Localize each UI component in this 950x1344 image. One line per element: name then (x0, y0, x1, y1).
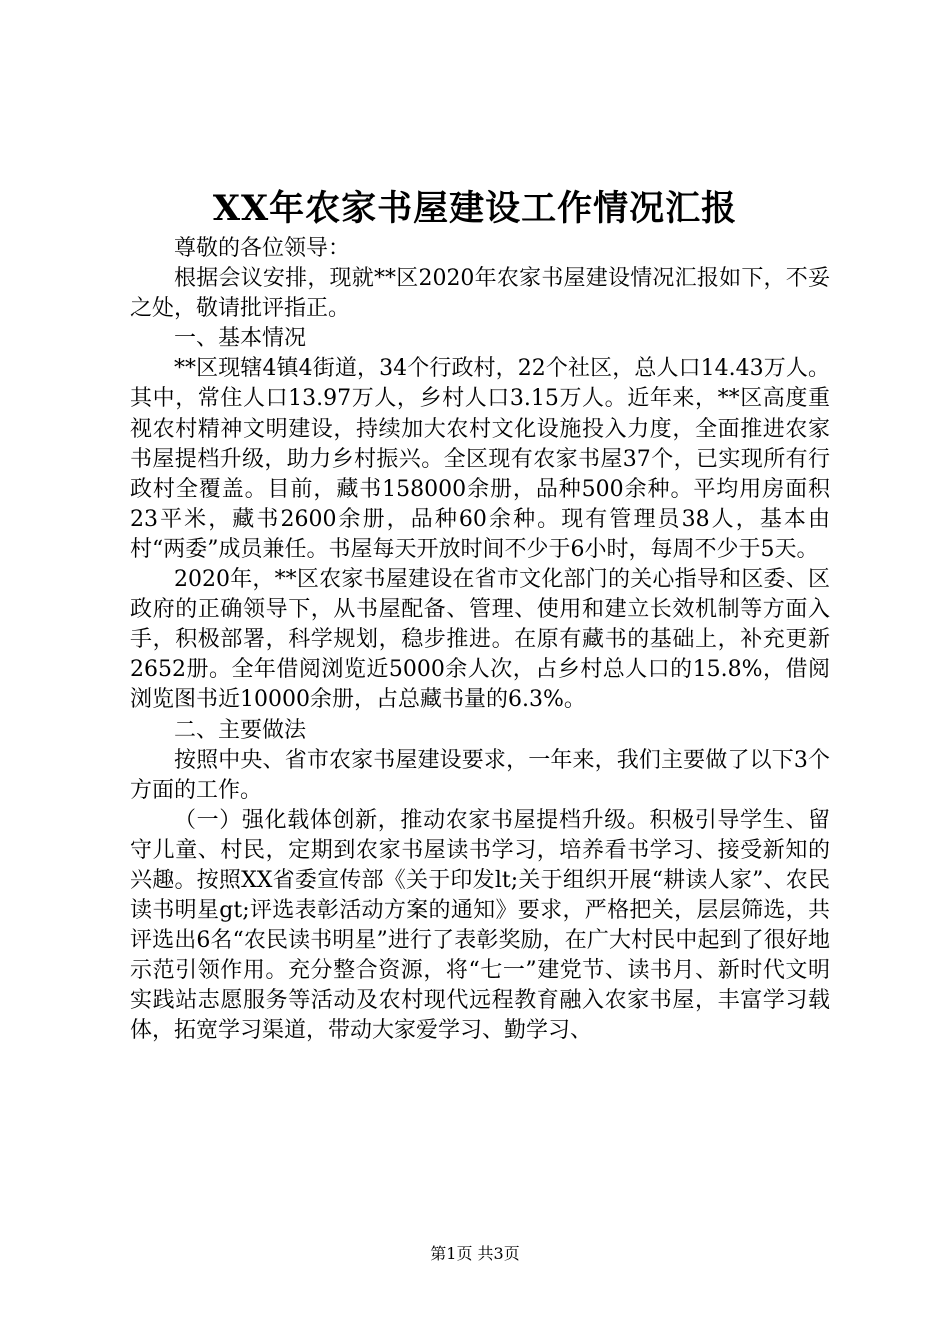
practice-one-paragraph: （一）强化载体创新，推动农家书屋提档升级。积极引导学生、留守儿童、村民，定期到农家书屋读书学习，培养看书学习、接受新知的兴趣。按照XX省委宣传部《关于印发lt;关于组织开展“耕读人家”、农民读书明星gt;评选表彰活动方案的通知》要求，严格把关，层层筛选，共评选出6名“农民读书明星”进行了表彰奖励，在广大村民中起到了很好地示范引领作用。充分整合资源，将“七一”建党节、读书月、新时代文明实践站志愿服务等活动及农村现代远程教育融入农家书屋，丰富学习载体，拓宽学习渠道，带动大家爱学习、勤学习、 (130, 807, 830, 1044)
basic-situation-paragraph: **区现辖4镇4街道，34个行政村，22个社区，总人口14.43万人。其中，常住人口13.97万人，乡村人口3.15万人。近年来，**区高度重视农村精神文明建设，持续加大农村文化设施投入力度，全面推进农家书屋提档升级，助力乡村振兴。全区现有农家书屋37个，已实现所有行政村全覆盖。目前，藏书158000余册，品种500余种。平均用房面积23平米，藏书2600余册，品种60余种。现有管理员38人，基本由村“两委”成员兼任。书屋每天开放时间不少于6小时，每周不少于5天。 (130, 356, 830, 562)
intro-paragraph: 根据会议安排，现就**区2020年农家书屋建设情况汇报如下，不妥之处，敬请批评指正。 (130, 266, 830, 322)
page-footer: 第1页 共3页 (430, 1244, 520, 1263)
salutation: 尊敬的各位领导： (174, 236, 351, 261)
section-heading-basic: 一、基本情况 (174, 326, 307, 352)
practices-intro-paragraph: 按照中央、省市农家书屋建设要求，一年来，我们主要做了以下3个方面的工作。 (130, 747, 830, 803)
section-heading-practices: 二、主要做法 (174, 717, 307, 743)
document-body (130, 234, 830, 1047)
year-summary-paragraph: 2020年，**区农家书屋建设在省市文化部门的关心指导和区委、区政府的正确领导下，从书屋配备、管理、使用和建立长效机制等方面入手，积极部署，科学规划，稳步推进。在原有藏书的基础上，补充更新2652册。全年借阅浏览近5000余人次，占乡村总人口的15.8%，借阅浏览图书近10000余册，占总藏书量的6.3%。 (130, 567, 830, 713)
document-title: XX年农家书屋建设工作情况汇报 (212, 188, 738, 229)
